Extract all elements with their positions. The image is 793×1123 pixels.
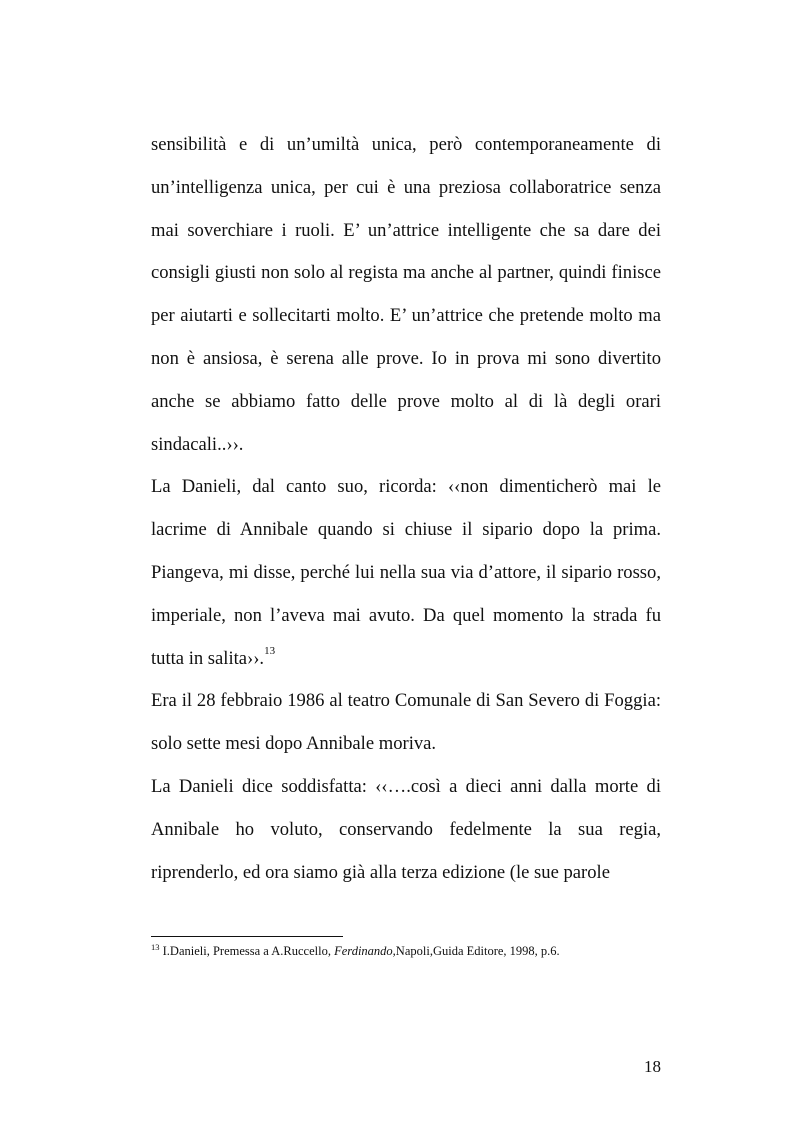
footnote-number: 13 [151,942,160,952]
paragraph-1: sensibilità e di un’umiltà unica, però contemporaneamente di un’intelligenza unica, per cui è una preziosa collaboratrice senza mai soverchiare i ruoli. E’ un’attrice intelligente che sa dare dei consigli giusti non solo al regista ma anche al partner, quindi finisce per aiutarti e sollecitarti molto. E’ un’attrice che pretende molto ma non è ansiosa, è serena alle prove. Io in prova mi sono divertito anche se abbiamo fatto delle prove molto al di là degli orari sindacali..››. [151,134,661,455]
paragraph-2 [151,466,661,680]
footnote-text-after: Napoli,Guida Editore, 1998, p.6. [395,944,560,958]
footnote [151,943,671,959]
footnote-title: Ferdinando, [334,944,396,958]
paragraph-4: La Danieli dice soddisfatta: ‹‹….così a dieci anni dalla morte di Annibale ho voluto, conservando fedelmente la sua regia, riprenderlo, ed ora siamo già alla terza edizione (le sue parole [151,775,661,883]
footnote-divider [151,936,343,937]
paragraph-3: Era il 28 febbraio 1986 al teatro Comunale di San Severo di Foggia: solo sette mesi dopo Annibale moriva. [151,690,661,755]
page-number: 18 [644,1057,661,1076]
body-text [151,124,661,894]
footnote-text-before: I.Danieli, Premessa a A.Ruccello, [159,944,335,958]
paragraph-2-text: La Danieli, dal canto suo, ricorda: ‹‹non dimenticherò mai le lacrime di Annibale quando si chiuse il sipario dopo la prima. Piangeva, mi disse, perché lui nella sua via d’attore, il sipario rosso, imperiale, non l’aveva mai avuto. Da quel momento la strada fu tutta in salita››. [151,476,661,669]
footnote-reference[interactable]: 13 [264,644,276,657]
